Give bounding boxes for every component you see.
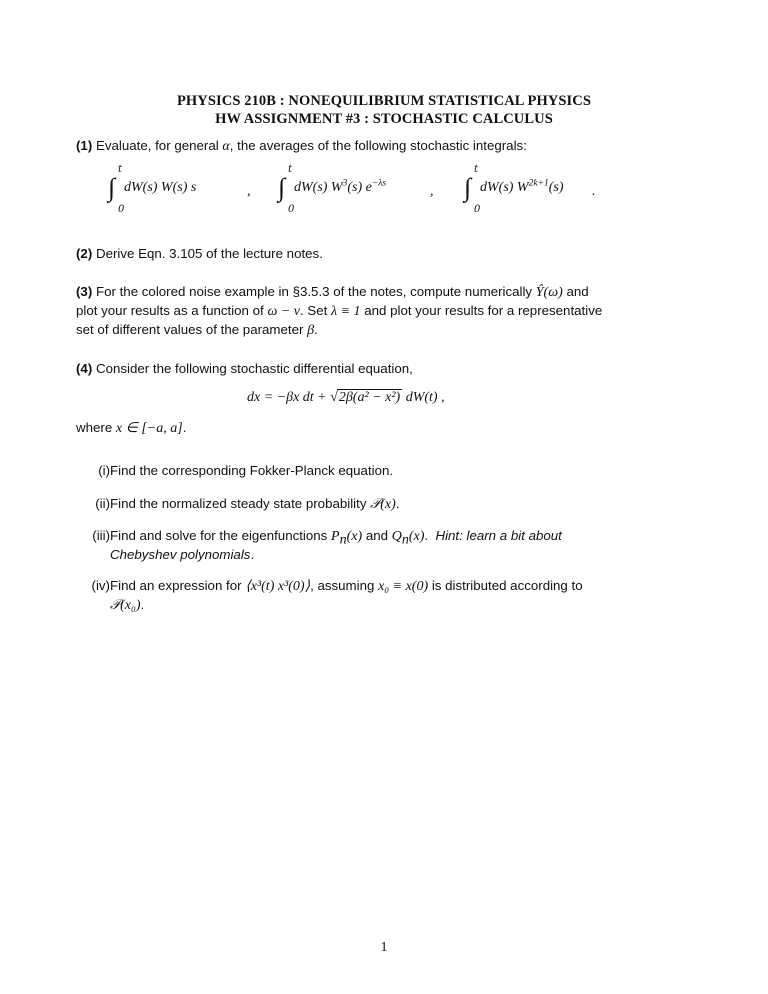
integral-3-upper: t bbox=[474, 164, 479, 175]
integral-2-comma: , bbox=[430, 184, 434, 199]
integral-1-sign: ∫ bbox=[108, 173, 116, 202]
integral-1-comma: , bbox=[247, 184, 251, 199]
problem-3-line-1: (3) For the colored noise example in §3.5.3 of the notes, compute numerically Ŷ(ω) and bbox=[76, 284, 589, 300]
title-line-2: HW ASSIGNMENT #3 : STOCHASTIC CALCULUS bbox=[215, 111, 553, 127]
problem-2-number: (2) bbox=[76, 246, 93, 261]
problem-1-var: α bbox=[222, 139, 230, 154]
page-number: 1 bbox=[380, 940, 388, 955]
problem-4-intro: Consider the following stochastic differential equation, bbox=[95, 361, 413, 376]
problem-4-item-ii: (ii) Find the normalized steady state probability 𝒫(x). bbox=[95, 496, 400, 512]
integral-1-upper: t bbox=[118, 164, 123, 175]
problem-2 bbox=[76, 245, 692, 263]
integral-1-lower: 0 bbox=[118, 204, 125, 215]
integral-2-upper: t bbox=[288, 164, 293, 175]
problem-3 bbox=[76, 283, 692, 340]
problem-3-line-3: set of different values of the parameter β. bbox=[76, 322, 318, 338]
problem-4-item-i: (i) Find the corresponding Fokker-Planck equation. bbox=[98, 463, 394, 478]
integral-1-body: dW(s) W(s) s bbox=[124, 180, 197, 195]
integral-2-sign: ∫ bbox=[278, 173, 286, 202]
integral-3-body: dW(s) $W^{2k+1}(s)$ bbox=[480, 178, 564, 195]
sde-equation: dx = −βx dt + √2β(a² − x²) dW(t) , bbox=[247, 390, 445, 405]
title-line-1: PHYSICS 210B : NONEQUILIBRIUM STATISTICAL PHYSICS bbox=[176, 93, 592, 109]
problem-4 bbox=[76, 360, 692, 378]
problem-1-text-a: Evaluate, for general bbox=[95, 138, 223, 153]
problem-3-line-2: plot your results as a function of ω − ν. Set λ ≡ 1 and plot your results for a representative bbox=[76, 303, 603, 319]
integral-2-lower: 0 bbox=[288, 204, 295, 215]
problem-2-text: Derive Eqn. 3.105 of the lecture notes. bbox=[95, 246, 323, 261]
problem-1 bbox=[76, 137, 692, 156]
integral-3-period: . bbox=[592, 184, 596, 199]
problem-4-number: (4) bbox=[76, 361, 93, 376]
problem-4-item-iv: (iv) Find an expression for ⟨x³(t) x³(0)⟩, assuming x₀ ≡ x(0) is distributed according to 𝒫(x₀). bbox=[91, 578, 583, 613]
integral-3-sign: ∫ bbox=[464, 173, 472, 202]
integral-2-body: dW(s) $W^3(s)$ $e^{-\lambda s}$ bbox=[294, 178, 387, 195]
integral-3-lower: 0 bbox=[474, 204, 481, 215]
problem-1-text-b: , the averages of the following stochastic integrals: bbox=[229, 138, 527, 153]
problem-4-where: where x ∈ [−a, a]. bbox=[76, 420, 187, 436]
problem-4-item-iii: (iii) Find and solve for the eigenfunctions $P_n(x)$ and $Q_n(x)$. Hint: learn a bit about Chebyshev polynomials. bbox=[92, 528, 562, 562]
problem-1-number: (1) bbox=[76, 138, 93, 153]
